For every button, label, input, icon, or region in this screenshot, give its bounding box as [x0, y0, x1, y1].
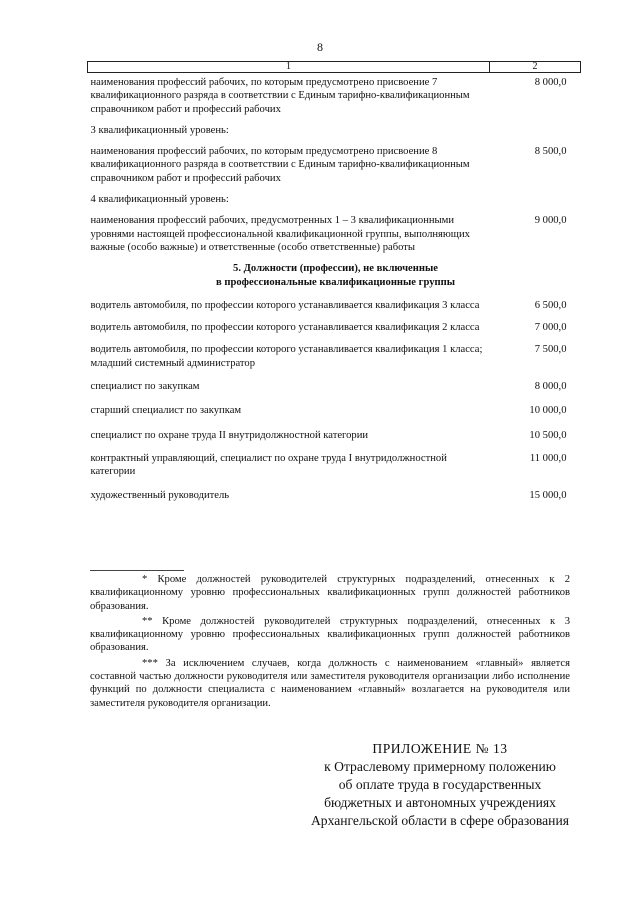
- salary-table: [87, 61, 581, 508]
- position-name: водитель автомобиля, по профессии которого устанавливается квалификация 1 класса; младший системный администратор: [90, 344, 483, 369]
- table-row: [88, 448, 581, 484]
- salary-value: 10 500,0: [529, 429, 567, 441]
- position-name: специалист по охране труда II внутридолжностной категории: [90, 429, 369, 441]
- salary-value: 8 500,0: [534, 146, 567, 158]
- salary-value: 15 000,0: [529, 489, 567, 501]
- section-heading-row: [88, 259, 581, 295]
- table-row: [88, 141, 581, 190]
- level-heading: 3 квалификационный уровень:: [90, 124, 229, 136]
- table-row: [88, 424, 581, 448]
- table-row: [88, 399, 581, 423]
- footnote-3: *** За исключением случаев, когда должность с наименованием «главный» является составной частью должности руководителя или заместителя руководителя организации либо исполнение функций по должности специалиста с наименованием «главный» возлагается на руководителя или заместителя руководителя организации.: [90, 657, 570, 709]
- appendix-title: ПРИЛОЖЕНИЕ № 13: [372, 741, 508, 756]
- position-name: контрактный управляющий, специалист по охране труда I внутридолжностной категории: [90, 452, 447, 478]
- level-heading-row: [88, 121, 581, 141]
- table-row: [88, 375, 581, 399]
- position-name: наименования профессий рабочих, по которым предусмотрено присвоение 7 квалификационного разряда в соответствии с Единым тарифно-квалификационным справочником работ и профессий рабочих: [90, 77, 470, 115]
- table-row: [88, 339, 581, 375]
- salary-value: 11 000,0: [529, 452, 567, 464]
- section-heading-line-2: в профессиональные квалификационные группы: [215, 276, 455, 288]
- position-name: наименования профессий рабочих, предусмотренных 1 – 3 квалификационными уровнями настоящей профессиональной квалификационной группы, выполняющих важные (особо важные) и ответственные (особо ответственные) работы: [90, 215, 470, 253]
- position-name: художественный руководитель: [90, 489, 230, 501]
- page-number: 8: [317, 40, 323, 54]
- footnote-1: * Кроме должностей руководителей структурных подразделений, отнесенных к 2 квалификационному уровню профессиональных квалификационных групп должностей работников образования.: [90, 574, 570, 612]
- appendix-line: Архангельской области в сфере образования: [310, 813, 569, 828]
- appendix-line: об оплате труда в государственных: [338, 777, 542, 792]
- position-name: наименования профессий рабочих, по которым предусмотрено присвоение 8 квалификационного разряда в соответствии с Единым тарифно-квалификационным справочником работ и профессий рабочих: [90, 146, 470, 184]
- salary-value: 10 000,0: [529, 405, 567, 417]
- table-row: [88, 295, 581, 317]
- salary-value: 9 000,0: [534, 215, 567, 227]
- appendix-line: бюджетных и автономных учреждениях: [324, 795, 556, 810]
- salary-value: 8 000,0: [534, 381, 567, 393]
- footnote-2: ** Кроме должностей руководителей структурных подразделений, отнесенных к 3 квалификационному уровню профессиональных квалификационных групп должностей работников образования.: [90, 615, 570, 654]
- position-name: старший специалист по закупкам: [90, 405, 242, 417]
- column-header-2: 2: [490, 62, 581, 73]
- section-heading: [88, 259, 581, 295]
- column-header-1: 1: [88, 62, 490, 73]
- table-row: [88, 210, 581, 259]
- table-row: [88, 317, 581, 339]
- level-heading: 4 квалификационный уровень:: [90, 194, 229, 206]
- table-row: [88, 73, 581, 121]
- footnotes: [90, 573, 570, 712]
- salary-value: 6 500,0: [534, 299, 567, 311]
- appendix-block: [290, 740, 590, 830]
- position-name: специалист по закупкам: [90, 381, 200, 393]
- table-header-row: [88, 62, 581, 73]
- salary-value: 7 000,0: [534, 322, 567, 334]
- salary-value: 7 500,0: [534, 344, 567, 356]
- section-heading-line-1: 5. Должности (профессии), не включенные: [233, 263, 438, 275]
- appendix-line: к Отраслевому примерному положению: [324, 759, 556, 774]
- footnote-separator: [90, 570, 184, 571]
- position-name: водитель автомобиля, по профессии которого устанавливается квалификация 2 класса: [90, 322, 480, 334]
- level-heading-row: [88, 190, 581, 210]
- position-name: водитель автомобиля, по профессии которого устанавливается квалификация 3 класса: [90, 299, 480, 311]
- salary-value: 8 000,0: [534, 77, 567, 88]
- table-row: [88, 484, 581, 508]
